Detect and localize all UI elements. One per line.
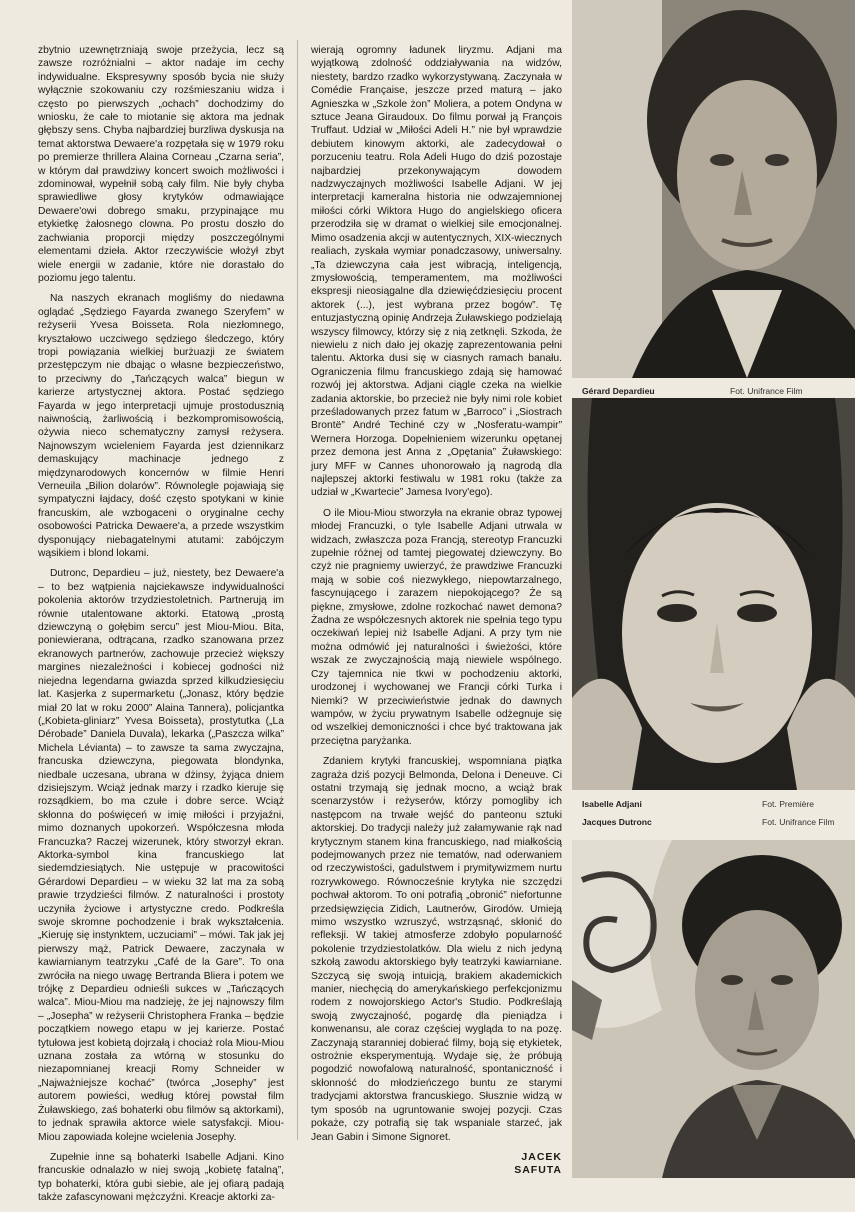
caption-photo-1 <box>582 386 655 397</box>
caption-name: Isabelle Adjani <box>582 799 642 809</box>
paragraph: Na naszych ekranach mogliśmy do niedawna oglądać „Sędziego Fayarda zwanego Szeryfem” w reżyserii Yvesa Boisseta. Rola niezłomnego, kryształowo uczciwego sędziego śledczego, który tropi powiązania wielkiej burżuazji ze światem przestępczym nie dbając o własne bezpieczeństwo, to przeciwny do „Tańczących walca” biegun w karierze artystycznej aktora. Postać sędziego Fayarda w jego interpretacji ujmuje prostodusznią naiwnością, żarliwością i bezkompromisowością, ożywia nieco schematyczny zamysł reżysera. Najnowszym wcieleniem Fayarda jest dziennikarz demaskujący machinacje jednego z międzynarodowych koncernów w filmie Henri Verneuila „Bilion dolarów”. Równolegle pojawiają się sympatyczni łajdacy, dość często spotykani w kinie francuskim, ale wzbogaceni o oryginalne cechy osobowości Patricka Dewaere'a, a przede wszystkim dysponujący niebagatelnymi atutami: zabójczym wąsikiem i blond lokami. <box>38 293 284 560</box>
caption-photo-2 <box>582 799 642 810</box>
photo-gerard-depardieu <box>572 0 855 378</box>
paragraph: O ile Miou-Miou stworzyła na ekranie obraz typowej młodej Francuzki, o tyle Isabelle Adjani utrwala w widzach, zwłaszcza poza Francją, stereotyp Francuzki zupełnie różnej od tamtej piegowatej dziewczyny. Bo czyż nie pragniemy uwierzyć, że prawdziwe Francuzki mają w sobie coś niezwykłego, niepowtarzalnego, fascynującego i zarazem niepokojącego? Że są piękne, zmysłowe, zdolne rozkochać nawet demona? Żadna ze współczesnych aktorek nie spełnia tego typu oczekiwań lepiej niż Isabelle Adjani. A przy tym nie można odmówić jej naturalności i świeżości, które wszak ze zwyczajnością mają niewiele wspólnego. Czy tajemnica nie tkwi w pochodzeniu aktorki, urodzonej i wychowanej we Francji córki Turka i Niemki? W przeciwieństwie jednak do dawnych wampów, w życiu prywatnym Isabelle odżegnuje się od wszelkiej demoniczności i chce być traktowana jak przeciętna paryżanka. <box>311 507 562 747</box>
author-first-name: JACEK <box>521 1150 562 1163</box>
author-last-name: SAFUTA <box>514 1163 562 1176</box>
paragraph: Zupełnie inne są bohaterki Isabelle Adjani. Kino francuskie odnalazło w niej swoją „kobietę fatalną”, typ bohaterki, która gubi siebie, ale jej ofiarą padają także zafascynowani mężczyźni. Kreacje aktorki za- <box>38 1151 284 1204</box>
paragraph: Zdaniem krytyki francuskiej, wspomniana piątka zagraża dziś pozycji Belmonda, Delona i Deneuve. Ci ostatni trzymają się jednak mocno, a wciąż brak scenarzystów i reżyserów, którzy pomogliby ich następcom na trwałe wejść do panteonu sztuki aktorskiej. Do tradycji należy już załamywanie rąk nad krytycznym stanem kina francuskiego, nad miałkością podejmowanych przez nie tematów, nad oderwaniem od rzeczywistości, gadulstwem i prymitywizmem nurtu rozrywkowego. Równocześnie krytyka nie szczędzi pochwał aktorom. To oni potrafią „obronić” niefortunne przedsięwzięcia Zidich, Lautnerów, Girodów. Umieją mimo wszystko wzruszyć, wstrząsnąć, skłonić do refleksji. W takiej atmosferze zdobyło popularność pokolenie trzydziestolatków. Dla wielu z nich jedyną szkołą zawodu aktorskiego były teatrzyki kawiarniane. Szczycą się swoją intuicją, brakiem akademickich manier, niechęcią do amerykańskiego perfekcjonizmu rodem z nowojorskiego Actor's Studio. Podkreślają swoją zwyczajność, pogardę dla pieniądza i konwenansu, ale coraz częściej wygląda to na pozę. Zaczynają staranniej dobierać filmy, boją się etykietek, ostrożnie eksperymentują. Wydaje się, że próbują pogodzić nowofalową naturalność, spontaniczność i skłonność do młodzieńczego buntu ze starymi tradycjami aktorstwa francuskiego. Słusznie widzą w tym sposób na ugruntowanie swojej pozycji. Czas pokaże, czy potrafią się tak wspaniale starzeć, jak Jean Gabin i Simone Signoret. <box>311 756 562 1143</box>
article-column-2 <box>311 44 562 1177</box>
caption-name: Jacques Dutronc <box>582 817 652 827</box>
paragraph: Dutronc, Depardieu – już, niestety, bez Dewaere'a – to bez wątpienia najciekawsze indywidualności pokolenia aktorów trzydziestoletnich. Partnerują im równie utalentowane aktorki. Etatową „prostą dziewczyną o gołębim sercu” jest Miou-Miou. Bita, poniewierana, odtrącana, rzadko szanowana przez ekranowych partnerów, zachowuje przecież większy margines niezależności i kobiecej godności niż niejedna legendarna gwiazda sprzed kilkudziesięciu lat. Kasjerka z supermarketu („Jonasz, który będzie miał 20 lat w roku 2000” Alaina Tannera), policjantka („Kobieta-gliniarz” Yvesa Boisseta), prostytutka („La Dérobade” Daniela Duvala), lekarka („Paszcza wilka” Michela Lévianta) – to zawsze ta sama zwyczajna, francuska dziewczyna, piegowata blondynka, niedbale uczesana, ubrana w dżinsy, żyjąca dniem dzisiejszym. Wciąż jednak marzy i rzadko kieruje się rozsądkiem, bo ma czułe i dobre serce. Wciąż skłonna do poświęceń w imię miłości i przyjaźni, mimo doznanych upokorzeń. Współczesna młoda Francuzka? Raczej wizerunek, który stworzył ekran. Aktorka-symbol kina francuskiego lat siedemdziesiątych. Nie ustępuje w pracowitości Gérardowi Depardieu – w wieku 32 lat ma za sobą prawie trzydzieści filmów. Z naturalności i prostoty uczyniła życiowe i artystyczne credo. Podkreśla swoje skromne pochodzenie i brak wykształcenia. „Kieruję się instynktem, uczuciami” – mówi. Tak jak jej pierwszy mąż, Patrick Dewaere, zaczynała w kawiarnianym teatrzyku „Café de la Gare”. To ona zwróciła na niego uwagę Bertranda Bliera i potem we trójkę z Depardieu odnieśli sukces w „Tańczących walca”. Miou-Miou ma nadzieję, że jej najnowszy film – „Josepha” w reżyserii Christophera Franka – będzie początkiem nowego etapu w jej karierze. Postać tytułowa jest kobietą dojrzałą i chociaż rola Miou-Miou uznana została za wtórną w stosunku do niezapomnianej kreacji Romy Schneider w „Najważniejsze kochać” (twórca „Josephy” jest autorem powieści, według której powstał film Żuławskiego, zaś bohaterki obu filmów są aktorkami), to jednak sprawiła aktorce wiele satysfakcji. Miou-Miou zapowiada kolejne wcielenia Josephy. <box>38 568 284 1143</box>
caption-photo-3 <box>582 817 652 828</box>
column-divider <box>297 40 298 1140</box>
paragraph: wierają ogromny ładunek liryzmu. Adjani ma wyjątkową zdolność oddziaływania na widzów, niestety, bardzo rzadko wykorzystywaną. Zaczynała w Comédie Française, jeszcze przed maturą – jako Agnieszka w „Szkole żon” Moliera, a potem Ondyna w sztuce Jeana Giraudoux. Do filmu porwał ją François Truffaut. Udział w „Miłości Adeli H.” nie był wprawdzie debiutem kinowym aktorki, ale zadecydował o porzuceniu teatru. Rola Adeli Hugo do dziś pozostaje najbardziej przekonywającym dowodem nadzwyczajnych możliwości Isabelle Adjani. W jej interpretacji kameralna historia nie odwzajemnionej miłości córki Wiktora Hugo do angielskiego oficera przerodziła się w dramat o wielkiej sile emocjonalnej. Mimo osadzenia akcji w autentycznych, XIX-wiecznych realiach, zyskała wymiar ponadczasowy, uniwersalny. „Ta dziewczyna cała jest wibracją, inteligencją, zmysłowością, temperamentem, ma możliwości ekspresji nieosiągalne dla dziewięćdziesięciu procent aktorek (...), jest wybrana przez bogów”. Tę entuzjastyczną opinię Andrzeja Żuławskiego podzielają wszyscy filmowcy, którzy się z nią zetknęli. Szkoda, że niewielu z nich dało jej okazję zaprezentowania pełni talentu. Aktorka dusi się w ciasnych ramach banału. Ograniczenia filmu francuskiego zdają się hamować rozwój jej aktorstwa. Adjani ciągle czeka na wielkie zadania aktorskie, bo przecież nie były nimi role kobiet prześladowanych przez fatum w „Barroco” i „Siostrach Brontë” André Techiné czy w „Nosferatu-wampir” Wernera Horzoga. Dopełnieniem wizerunku opętanej przez demona jest Anna z „Opętania” Żuławskiego: jury MFF w Cannes uhonorowało ją nagrodą dla najlepszej aktorki festiwalu w 1981 roku (także za udział w „Kwartecie” Jamesa Ivory'ego). <box>311 45 562 499</box>
paragraph: zbytnio uzewnętrzniają swoje przeżycia, lecz są zawsze rozróżnialni – aktor nadaje im cechy indywidualne. Ekspresywny sposób bycia nie służy wyłącznie szokowaniu czy rozśmieszaniu widza i często po pierwszych „ochach” dochodzimy do wniosku, że całe to miotanie się aktora ma jednak głębszy sens. Chyba najbardziej burzliwa dyskusja na temat aktorstwa Dewaere'a rozpętała się w 1979 roku po premierze thrillera Alaina Corneau „Czarna seria”, w którym dał prawdziwy koncert swoich możliwości i zdominował, wypełnił sobą cały film. Nie były chyba sprawiedliwe głosy krytyków odmawiające Dewaere'owi dobrego smaku, przypinające mu etykietkę żałosnego clowna. Po prostu doszło do zachwiania proporcji między poszczególnymi elementami dzieła. Aktor rzeczywiście włożył zbyt wiele energii w zadanie, które nie dorastało do poziomu jego talentu. <box>38 45 284 284</box>
portrait-image <box>572 840 855 1178</box>
article-column-1 <box>38 44 284 1212</box>
credit-photo-1: Fot. Unifrance Film <box>730 386 803 396</box>
portrait-image <box>572 0 855 378</box>
photo-jacques-dutronc <box>572 840 855 1178</box>
credit-photo-3: Fot. Unifrance Film <box>762 817 835 827</box>
credit-photo-2: Fot. Première <box>762 799 815 809</box>
author-signature <box>311 1151 562 1177</box>
photo-isabelle-adjani <box>572 398 855 790</box>
portrait-image <box>572 398 855 790</box>
caption-name: Gérard Depardieu <box>582 386 655 396</box>
